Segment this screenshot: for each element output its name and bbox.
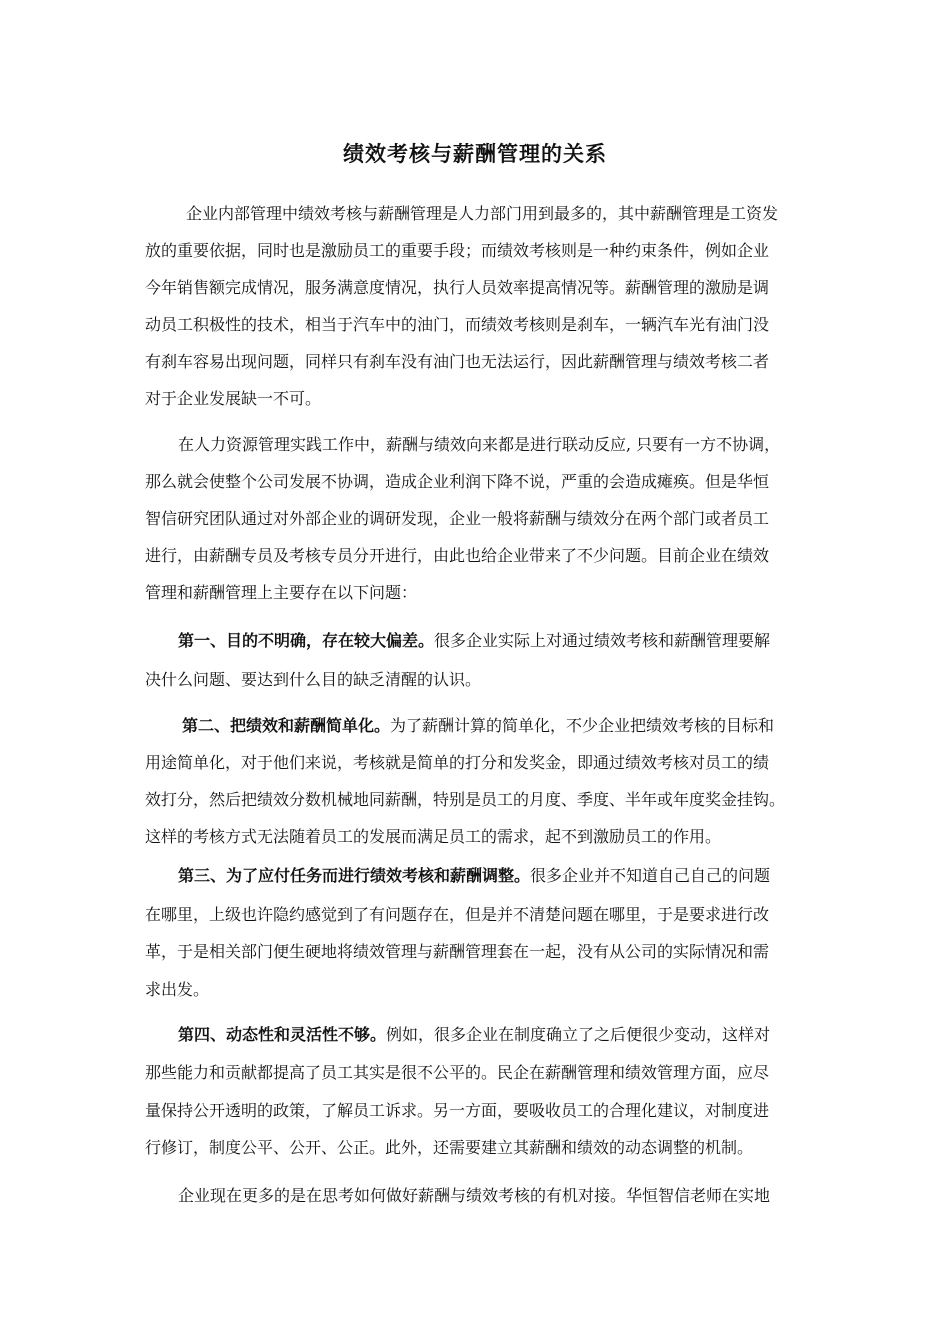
paragraph-2-line-3: 智信研究团队通过对外部企业的调研发现，企业一般将薪酬与绩效分在两个部门或者员工 — [145, 509, 770, 528]
paragraph-4-line-1 — [182, 716, 774, 736]
point-2-heading: 第二、把绩效和薪酬简单化。 — [182, 716, 391, 735]
paragraph-1-line-2: 放的重要依据，同时也是激励员工的重要手段；而绩效考核则是一种约束条件，例如企业 — [145, 241, 770, 260]
paragraph-1-line-4: 动员工积极性的技术，相当于汽车中的油门，而绩效考核则是刹车，一辆汽车光有油门没 — [145, 315, 770, 334]
point-2-text: 为了薪酬计算的简单化，不少企业把绩效考核的目标和 — [390, 716, 775, 735]
paragraph-6-line-1 — [178, 1025, 770, 1045]
point-3-text: 很多企业并不知道自己自己的问题 — [530, 866, 771, 885]
paragraph-1-line-6: 对于企业发展缺一不可。 — [145, 389, 322, 408]
paragraph-2-line-2: 那么就会使整个公司发展不协调，造成企业利润下降不说，严重的会造成瘫痪。但是华恒 — [145, 472, 770, 491]
paragraph-1-line-1: 企业内部管理中绩效考核与薪酬管理是人力部门用到最多的，其中薪酬管理是工资发 — [186, 204, 779, 223]
point-4-heading: 第四、动态性和灵活性不够。 — [178, 1025, 387, 1044]
paragraph-1-line-5: 有刹车容易出现问题，同样只有刹车没有油门也无法运行，因此薪酬管理与绩效考核二者 — [145, 352, 770, 371]
paragraph-2-line-4: 进行，由薪酬专员及考核专员分开进行，由此也给企业带来了不少问题。目前企业在绩效 — [145, 546, 770, 565]
paragraph-4-line-2: 用途简单化，对于他们来说，考核就是简单的打分和发奖金，即通过绩效考核对员工的绩 — [145, 753, 770, 772]
paragraph-2-line-1: 在人力资源管理实践工作中，薪酬与绩效向来都是进行联动反应, 只要有一方不协调， — [178, 435, 781, 454]
point-1-heading: 第一、目的不明确，存在较大偏差。 — [178, 631, 435, 650]
paragraph-1-line-3: 今年销售额完成情况，服务满意度情况，执行人员效率提高情况等。薪酬管理的激励是调 — [145, 278, 770, 297]
paragraph-4-line-4: 这样的考核方式无法随着员工的发展而满足员工的需求，起不到激励员工的作用。 — [145, 827, 722, 846]
paragraph-2-line-5: 管理和薪酬管理上主要存在以下问题： — [145, 583, 418, 602]
paragraph-3-line-2: 决什么问题、要达到什么目的缺乏清醒的认识。 — [145, 670, 482, 689]
paragraph-6-line-4: 行修订，制度公平、公开、公正。此外，还需要建立其薪酬和绩效的动态调整的机制。 — [145, 1138, 754, 1157]
point-4-text: 例如，很多企业在制度确立了之后便很少变动，这样对 — [386, 1025, 771, 1044]
paragraph-5-line-4: 求出发。 — [145, 980, 210, 999]
paragraph-5-line-2: 在哪里，上级也许隐约感觉到了有问题存在，但是并不清楚问题在哪里，于是要求进行改 — [145, 905, 770, 924]
paragraph-5-line-3: 革，于是相关部门便生硬地将绩效管理与薪酬管理套在一起，没有从公司的实际情况和需 — [145, 942, 770, 961]
paragraph-3-line-1 — [178, 631, 770, 651]
paragraph-6-line-3: 量保持公开透明的政策，了解员工诉求。另一方面，要吸收员工的合理化建议，对制度进 — [145, 1101, 770, 1120]
paragraph-5-line-1 — [178, 866, 770, 886]
document-title: 绩效考核与薪酬管理的关系 — [343, 142, 607, 166]
point-1-text: 很多企业实际上对通过绩效考核和薪酬管理要解 — [434, 631, 771, 650]
paragraph-6-line-2: 那些能力和贡献都提高了员工其实是很不公平的。民企在薪酬管理和绩效管理方面，应尽 — [145, 1063, 770, 1082]
paragraph-7-line-1: 企业现在更多的是在思考如何做好薪酬与绩效考核的有机对接。华恒智信老师在实地 — [178, 1186, 771, 1205]
point-3-heading: 第三、为了应付任务而进行绩效考核和薪酬调整。 — [178, 866, 531, 885]
paragraph-4-line-3: 效打分，然后把绩效分数机械地同薪酬，特别是员工的月度、季度、半年或年度奖金挂钩。 — [145, 790, 786, 809]
